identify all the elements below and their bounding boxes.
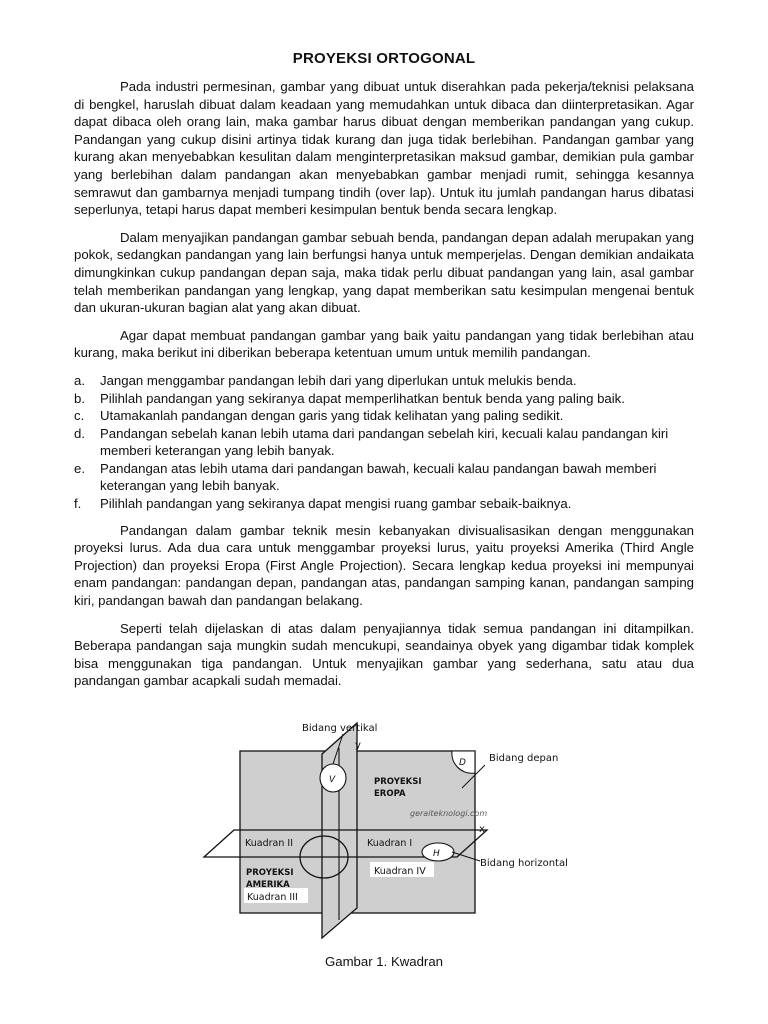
label-d: D	[459, 758, 466, 768]
list-marker: b.	[74, 390, 85, 406]
rules-list	[74, 372, 694, 513]
list-marker: d.	[74, 425, 85, 441]
list-item	[74, 407, 694, 425]
paragraph-4: Pandangan dalam gambar teknik mesin kebanyakan divisualisasikan dengan menggunakan proyeksi lurus. Ada dua cara untuk menggambar proyeksi lurus, yaitu proyeksi Amerika (Third Angle Projection) dan proyeksi Eropa (First Angle Projection). Secara lengkap kedua proyeksi ini mempunyai enam pandangan: pandangan depan, pandangan atas, pandangan samping kanan, pandangan samping kiri, pandangan bawah dan pandangan belakang.	[74, 522, 694, 609]
list-item-text: Pandangan atas lebih utama dari pandangan bawah, kecuali kalau pandangan bawah memberi keterangan yang lebih banyak.	[100, 460, 657, 494]
paragraph-5: Seperti telah dijelaskan di atas dalam penyajiannya tidak semua pandangan ini ditampilkan. Beberapa pandangan saja mungkin sudah mencukupi, seandainya obyek yang digambar tidak komplek bisa menggunakan tiga pandangan. Untuk menyajikan gambar yang sederhana, satu atau dua pandangan gambar acapkali sudah memadai.	[74, 620, 694, 689]
label-kuadran-3: Kuadran III	[247, 892, 298, 903]
page-title: PROYEKSI ORTOGONAL	[292, 50, 476, 67]
paragraph-3: Agar dapat membuat pandangan gambar yang baik yaitu pandangan yang tidak berlebihan atau kurang, maka berikut ini diberikan beberapa ketentuan umum untuk memilih pandangan.	[74, 327, 694, 361]
list-marker: c.	[74, 408, 85, 424]
list-item-text: Utamakanlah pandangan dengan garis yang tidak kelihatan yang paling sedikit.	[100, 408, 564, 424]
paragraph-1: Pada industri permesinan, gambar yang dibuat untuk diserahkan pada pekerja/teknisi pelaksana di bengkel, haruslah dibuat dalam keadaan yang memudahkan untuk dibaca dan diinterpretasikan. Agar dapat dibaca oleh orang lain, maka gambar harus dibuat dengan memberikan pandangan yang cukup. Pandangan yang cukup disini artinya tidak kurang dan juga tidak berlebihan. Pandangan gambar yang kurang akan menyebabkan kesulitan dalam menginterpretasikan maksud gambar, demikian pula gambar yang berlebihan dalam pandangan akan menyebabkan gambar menjadi rumit, sehingga kesannya semrawut dan gambarnya menjadi tumpang tindih (over lap). Untuk itu jumlah pandangan harus dibatasi seperlunya, tetapi harus dapat memberi kesimpulan bentuk benda secara lengkap.	[74, 79, 694, 218]
list-marker: e.	[74, 460, 85, 476]
label-watermark: geraiteknologi.com	[410, 809, 488, 818]
figure-caption: Gambar 1. Kwadran	[324, 954, 443, 969]
list-item	[74, 390, 694, 408]
quadrant-figure	[200, 720, 580, 950]
list-item	[74, 460, 694, 495]
label-y: y	[355, 740, 361, 751]
label-proyeksi-eropa-1: PROYEKSI	[374, 777, 422, 787]
label-bidang-horizontal: Bidang horizontal	[480, 858, 568, 869]
list-marker: a.	[74, 372, 85, 388]
document-page	[74, 50, 694, 700]
paragraph-2: Dalam menyajikan pandangan gambar sebuah benda, pandangan depan adalah merupakan yang pokok, sedangkan pandangan yang lain berfungsi hanya untuk memperjelas. Dengan demikian andaikata dimungkinkan cukup pandangan depan saja, maka tidak perlu dibuat pandangan yang lain, asal gambar telah memberikan pandangan yang lengkap, yang dapat memberikan satu kesimpulan mengenai bentuk dan ukuran-ukuran bagian alat yang akan dibuat.	[74, 229, 694, 316]
label-bidang-depan: Bidang depan	[489, 753, 559, 764]
list-item	[74, 372, 694, 390]
label-x: x	[479, 824, 485, 835]
label-kuadran-2: Kuadran II	[245, 838, 294, 849]
label-bidang-vertikal: Bidang vertikal	[302, 723, 378, 734]
list-item-text: Jangan menggambar pandangan lebih dari yang diperlukan untuk melukis benda.	[100, 372, 577, 388]
list-item	[74, 425, 694, 460]
quadrant-diagram	[200, 720, 580, 950]
list-item-text: Pandangan sebelah kanan lebih utama dari pandangan sebelah kiri, kecuali kalau pandangan kiri memberi keterangan yang lebih banyak.	[100, 425, 669, 459]
list-item-text: Pilihlah pandangan yang sekiranya dapat memperlihatkan bentuk benda yang paling baik.	[100, 390, 625, 406]
label-v: V	[329, 775, 336, 785]
label-kuadran-4: Kuadran IV	[374, 866, 426, 877]
list-marker: f.	[74, 496, 82, 512]
list-item-text: Pilihlah pandangan yang sekiranya dapat mengisi ruang gambar sebaik-baiknya.	[100, 496, 572, 512]
list-item	[74, 495, 694, 513]
label-h: H	[433, 849, 440, 859]
label-proyeksi-amerika-2: AMERIKA	[246, 880, 290, 890]
label-proyeksi-amerika-1: PROYEKSI	[246, 868, 294, 878]
label-proyeksi-eropa-2: EROPA	[374, 789, 406, 799]
label-kuadran-1: Kuadran I	[367, 838, 413, 849]
